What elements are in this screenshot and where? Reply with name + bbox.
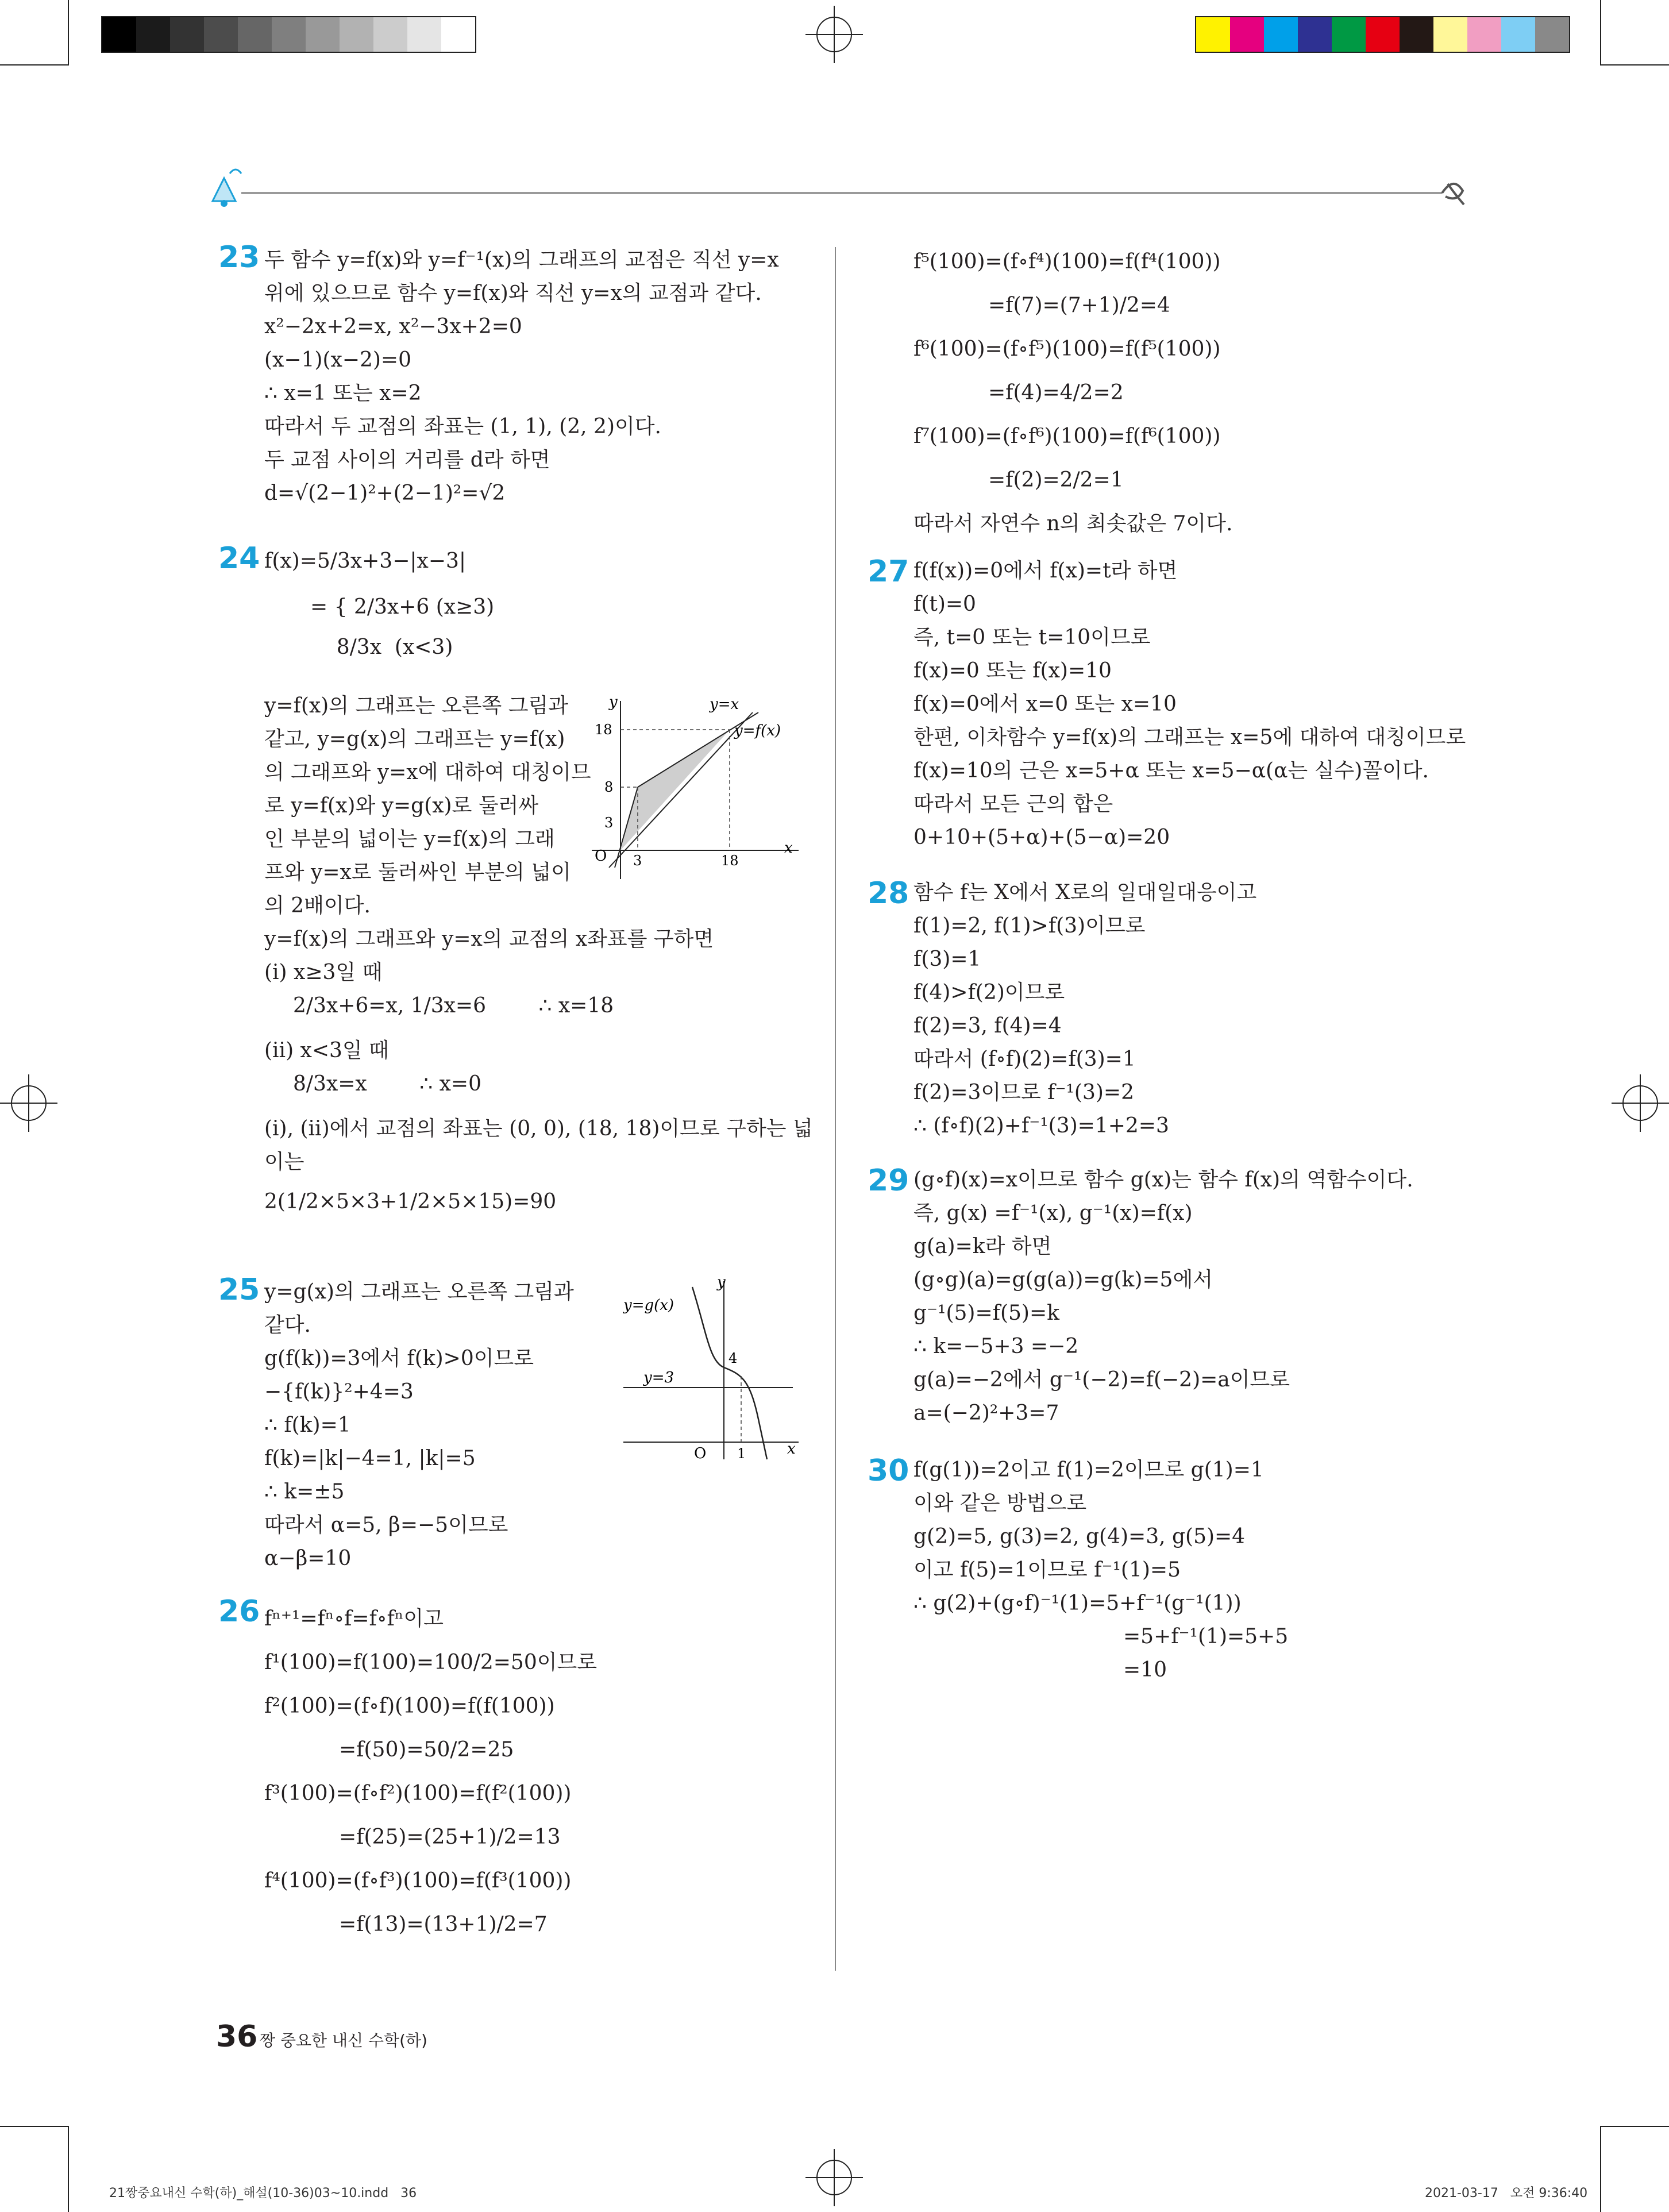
problem-number-26: 26 [218,1594,260,1629]
crop-mark [0,2126,69,2127]
tick-3: 3 [604,815,614,831]
tick-4: 4 [728,1350,738,1366]
problem-26-continued [913,240,1232,546]
graph-24 [580,695,810,885]
registration-mark-top [805,6,863,63]
text-line: α−β=10 [264,1547,352,1570]
xtick-3: 3 [633,853,642,869]
text-line: =5+f⁻¹(1)=5+5 [1123,1625,1289,1648]
text-line: g(2)=5, g(3)=2, g(4)=3, g(5)=4 [913,1525,1246,1548]
text-line: x²−2x+2=x, x²−3x+2=0 [264,315,522,338]
text-line: f⁵(100)=(f∘f⁴)(100)=f(f⁴(100)) [913,250,1221,273]
registration-mark-bottom [805,2149,863,2206]
text-line: =f(50)=50/2=25 [339,1738,514,1762]
crop-mark [0,64,69,65]
problem-number-27: 27 [868,554,909,589]
text-line: 두 교점 사이의 거리를 d라 하면 [264,448,550,472]
text-line: f⁷(100)=(f∘f⁶)(100)=f(f⁶(100)) [913,425,1221,448]
text-line: 함수 f는 X에서 X로의 일대일대응이고 [913,881,1257,904]
header-rule [195,161,1471,218]
label-y-g: y=g(x) [623,1297,674,1314]
page-number: 36 [216,2020,258,2054]
text-line: (i), (ii)에서 교점의 좌표는 (0, 0), (18, 18)이므로 구하는 넓 [264,1117,813,1140]
text-line: 프와 y=x로 둘러싸인 부분의 넓이 [264,861,571,884]
text-line: ∴ k=±5 [264,1480,345,1504]
text-line: g⁻¹(5)=f(5)=k [913,1301,1059,1325]
text-line: 한편, 이차함수 y=f(x)의 그래프는 x=5에 대하여 대칭이므로 [913,726,1466,749]
text-line: f³(100)=(f∘f²)(100)=f(f²(100)) [264,1782,572,1805]
text-line: f(k)=|k|−4=1, |k|=5 [264,1447,476,1470]
text-line: f(1)=2, f(1)>f(3)이므로 [913,914,1146,938]
text-line: 이고 f(5)=1이므로 f⁻¹(1)=5 [913,1558,1181,1582]
text-line: 8/3x=x ∴ x=0 [293,1072,481,1096]
text-line: 따라서 두 교점의 좌표는 (1, 1), (2, 2)이다. [264,415,661,438]
text-line: a=(−2)²+3=7 [913,1401,1059,1425]
text-line: ∴ g(2)+(g∘f)⁻¹(1)=5+f⁻¹(g⁻¹(1)) [913,1591,1242,1615]
process-color-bar [1195,16,1570,53]
text-line: 2/3x+6=x, 1/3x=6 ∴ x=18 [293,994,614,1018]
text-line: f(2)=3이므로 f⁻¹(3)=2 [913,1081,1134,1104]
text-line: =f(4)=4/2=2 [988,381,1124,404]
text-line: 즉, g(x) =f⁻¹(x), g⁻¹(x)=f(x) [913,1201,1193,1225]
text-line: f²(100)=(f∘f)(100)=f(f(100)) [264,1694,555,1718]
text-line: g(f(k))=3에서 f(k)>0이므로 [264,1347,534,1370]
text-line: =f(7)=(7+1)/2=4 [988,294,1170,317]
text-line: f(x)=0에서 x=0 또는 x=10 [913,692,1177,716]
text-line: 두 함수 y=f(x)와 y=f⁻¹(x)의 그래프의 교점은 직선 y=x [264,248,779,272]
x-axis-label: x [784,839,793,857]
text-line: f(2)=3, f(4)=4 [913,1014,1062,1038]
text-line: f⁶(100)=(f∘f⁵)(100)=f(f⁵(100)) [913,337,1221,361]
text-line: 즉, t=0 또는 t=10이므로 [913,626,1151,649]
x-axis-label: x [787,1440,796,1458]
problem-number-24: 24 [218,541,260,576]
text-line: 같고, y=g(x)의 그래프는 y=f(x) [264,727,565,751]
crop-mark [1600,2126,1669,2127]
gray-color-bar [101,16,476,53]
label-y-3: y=3 [643,1369,674,1386]
text-line: 이는 [264,1150,304,1174]
problem-27-body [913,554,1466,854]
text-line: d=√(2−1)²+(2−1)²=√2 [264,481,506,505]
problem-23-body [264,244,779,510]
text-line: ∴ f(k)=1 [264,1413,351,1437]
graph-25 [620,1275,810,1465]
text-line: 8/3x (x<3) [310,635,453,659]
label-y-f: y=f(x) [734,722,781,739]
text-line: ∴ (f∘f)(2)+f⁻¹(3)=1+2=3 [913,1114,1169,1138]
text-line: =10 [1123,1658,1167,1682]
problem-number-28: 28 [868,876,909,911]
text-line: ∴ k=−5+3 =−2 [913,1335,1079,1358]
slug-file: 21짱중요내신 수학(하)_해설(10-36)03~10.indd 36 [109,2186,417,2201]
crop-mark [1600,0,1601,64]
text-line: f(f(x))=0에서 f(x)=t라 하면 [913,559,1178,583]
text-line: 인 부분의 넓이는 y=f(x)의 그래 [264,827,555,851]
line-y-equals-x [609,712,753,868]
text-line: (g∘f)(x)=x이므로 함수 g(x)는 함수 f(x)의 역함수이다. [913,1168,1413,1192]
origin-label: O [595,847,607,865]
text-line: =f(25)=(25+1)/2=13 [339,1825,561,1849]
text-line: 2(1/2×5×3+1/2×5×15)=90 [264,1190,557,1213]
crop-mark [68,2127,69,2212]
text-line: 위에 있으므로 함수 y=f(x)와 직선 y=x의 교점과 같다. [264,282,762,305]
text-line: f(x)=0 또는 f(x)=10 [913,659,1112,683]
problem-30-body [913,1454,1288,1687]
text-line: f(g(1))=2이고 f(1)=2이므로 g(1)=1 [913,1458,1264,1482]
text-line: 따라서 α=5, β=−5이므로 [264,1513,508,1537]
text-line: f(x)=10의 근은 x=5+α 또는 x=5−α(α는 실수)꼴이다. [913,759,1429,783]
problem-26-body [264,1597,597,1947]
problem-number-25: 25 [218,1273,260,1307]
text-line: f(t)=0 [913,592,976,616]
text-line: 로 y=f(x)와 y=g(x)로 둘러싸 [264,794,539,818]
curve-g [692,1287,767,1459]
text-line: g(a)=−2에서 g⁻¹(−2)=f(−2)=a이므로 [913,1368,1290,1392]
text-line: =f(13)=(13+1)/2=7 [339,1913,548,1936]
tick-18: 18 [595,722,612,738]
xtick-18: 18 [721,853,739,869]
text-line: f(3)=1 [913,947,981,971]
crop-mark [68,0,69,64]
text-line: 따라서 (f∘f)(2)=f(3)=1 [913,1047,1136,1071]
problem-number-29: 29 [868,1163,909,1198]
bell-icon [213,178,236,201]
problem-25-body [264,1275,574,1575]
text-line: (i) x≥3일 때 [264,961,383,984]
column-divider [835,247,836,1971]
problem-29-body [913,1163,1413,1430]
tick-8: 8 [604,779,614,795]
text-line: f¹(100)=f(100)=100/2=50이므로 [264,1651,598,1674]
problem-28-body [913,876,1256,1143]
y-axis-label: y [609,695,618,711]
registration-mark-right [1612,1074,1669,1132]
text-line: f⁴(100)=(f∘f³)(100)=f(f³(100)) [264,1869,572,1893]
text-line: =f(2)=2/2=1 [988,468,1124,492]
text-line: 의 2배이다. [264,894,371,918]
text-line: y=f(x)의 그래프와 y=x의 교점의 x좌표를 구하면 [264,927,714,951]
text-line: g(a)=k라 하면 [913,1235,1052,1258]
text-line: (g∘g)(a)=g(g(a))=g(k)=5에서 [913,1268,1213,1292]
problem-number-30: 30 [868,1454,909,1488]
problem-number-23: 23 [218,240,260,275]
y-axis-label: y [717,1275,726,1291]
origin-label: O [694,1445,707,1462]
problem-24-formula [264,545,494,677]
xtick-1: 1 [737,1446,746,1462]
text-line: ∴ x=1 또는 x=2 [264,381,422,405]
text-line: 같다. [264,1313,311,1337]
ribbon-icon [1442,184,1464,205]
text-line: y=g(x)의 그래프는 오른쪽 그림과 [264,1280,574,1304]
text-line: fⁿ⁺¹=fⁿ∘f=f∘fⁿ이고 [264,1607,444,1631]
text-line: y=f(x)의 그래프는 오른쪽 그림과 [264,694,569,718]
text-line: 따라서 모든 근의 합은 [913,792,1113,816]
registration-mark-left [0,1074,57,1132]
text-line: −{f(k)}²+4=3 [264,1380,414,1404]
crop-mark [1600,2127,1601,2212]
text-line: (ii) x<3일 때 [264,1039,389,1062]
text-line: 0+10+(5+α)+(5−α)=20 [913,826,1170,849]
book-title: 짱 중요한 내신 수학(하) [260,2031,427,2050]
text-line: 의 그래프와 y=x에 대하여 대칭이므 [264,761,591,784]
text-line: 이와 같은 방법으로 [913,1492,1087,1515]
crop-mark [1600,64,1669,65]
text-line: f(x)=5/3x+3−|x−3| [264,549,466,573]
label-y-equals-x: y=x [710,696,739,713]
text-line: (x−1)(x−2)=0 [264,348,411,372]
text-line: f(4)>f(2)이므로 [913,981,1065,1004]
slug-date: 2021-03-17 오전 9:36:40 [1425,2186,1588,2201]
text-line: 따라서 자연수 n의 최솟값은 7이다. [913,512,1233,535]
text-line: = { 2/3x+6 (x≥3) [310,595,495,619]
